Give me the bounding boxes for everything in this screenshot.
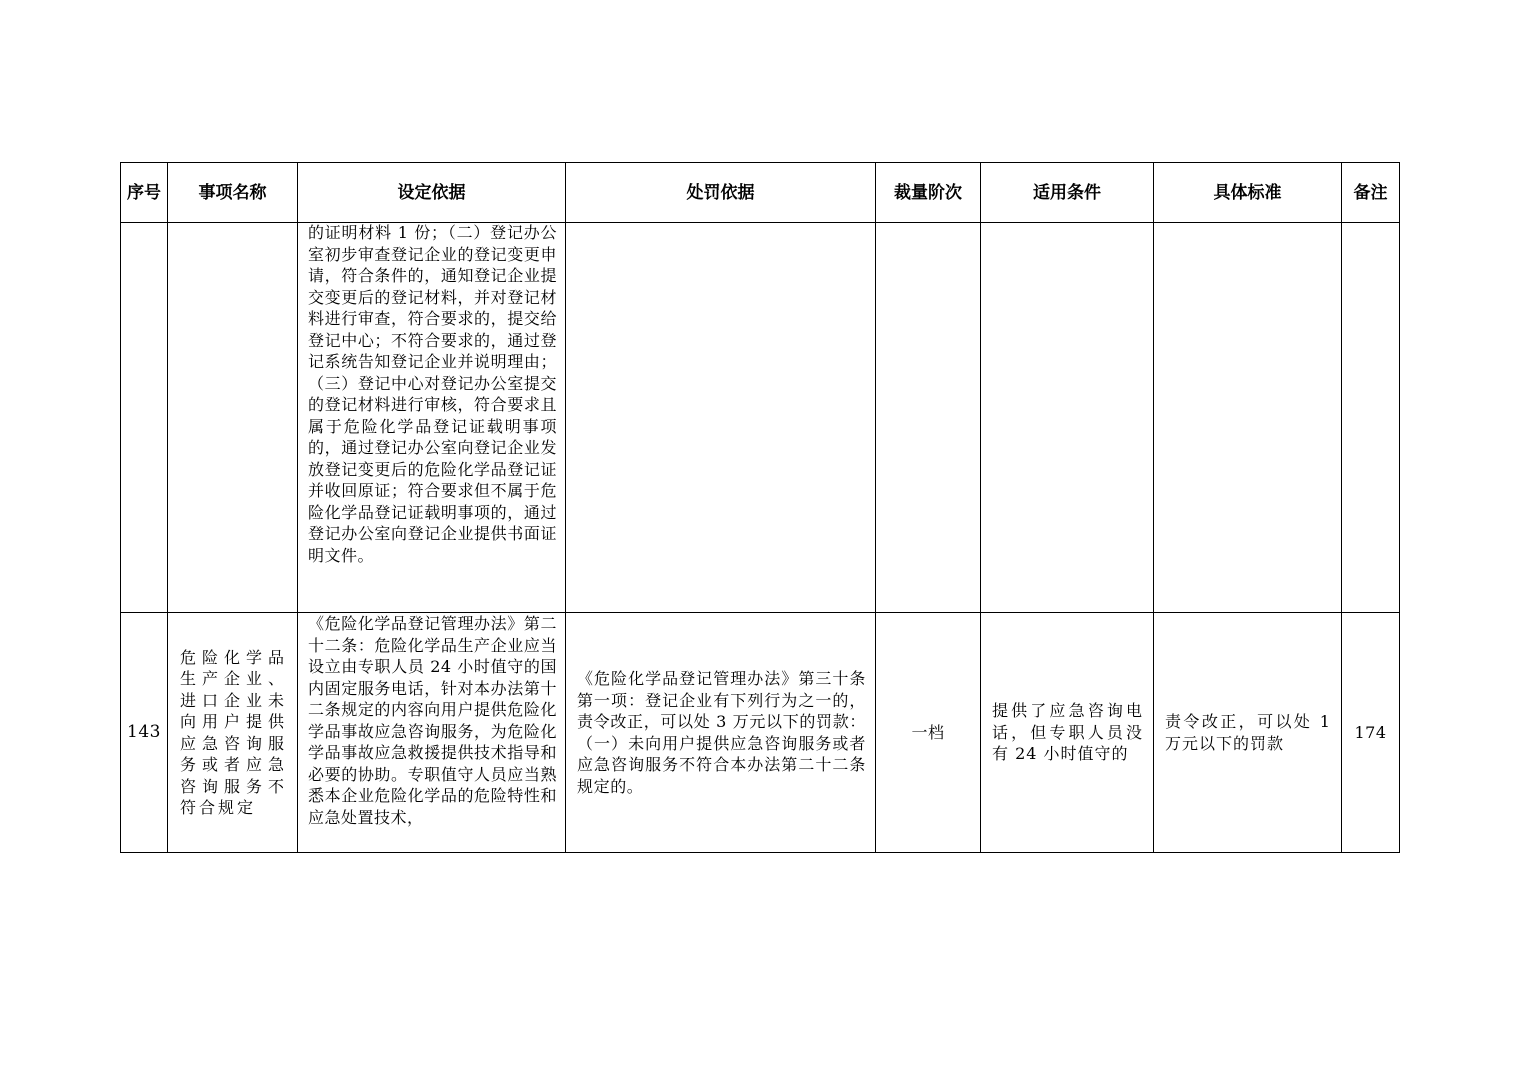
- header-row: [121, 163, 1400, 223]
- table-row: [121, 613, 1400, 853]
- cell-level: 一档: [876, 613, 981, 853]
- cell-penalty: [566, 613, 876, 853]
- cell-seq: 143: [121, 613, 168, 853]
- cell-name: [168, 223, 298, 613]
- header-basis: 设定依据: [298, 163, 566, 223]
- basis-text: 的证明材料 1 份；（二）登记办公室初步审查登记企业的登记变更申请，符合条件的，通知登记企业提交变更后的登记材料，并对登记材料进行审查，符合要求的，提交给登记中心；不符合要求的，通过登记系统告知登记企业并说明理由；（三）登记中心对登记办公室提交的登记材料进行审核，符合要求且属于危险化学品登记证载明事项的，通过登记办公室向登记企业发放登记变更后的危险化学品登记证并收回原证；符合要求但不属于危险化学品登记证载明事项的，通过登记办公室向登记企业提供书面证明文件。: [308, 223, 557, 565]
- condition-text: 提供了应急咨询电话，但专职人员没有 24 小时值守的: [992, 701, 1143, 764]
- header-seq: 序号: [121, 163, 168, 223]
- cell-seq: [121, 223, 168, 613]
- basis-text: 《危险化学品登记管理办法》第二十二条：危险化学品生产企业应当设立由专职人员 24 小时值守的国内固定服务电话，针对本办法第十二条规定的内容向用户提供危险化学品事故应急咨询服务，为危险化学品事故应急救援提供技术指导和必要的协助。专职值守人员应当熟悉本企业危险化学品的危险特性和应急处置技术，: [308, 614, 557, 827]
- cell-name: [168, 613, 298, 853]
- cell-remark: 174: [1342, 613, 1400, 853]
- cell-penalty: [566, 223, 876, 613]
- cell-standard: [1154, 613, 1342, 853]
- header-name: 事项名称: [168, 163, 298, 223]
- cell-remark: [1342, 223, 1400, 613]
- penalty-discretion-table: [120, 162, 1400, 853]
- cell-level: [876, 223, 981, 613]
- cell-basis: [298, 223, 566, 613]
- cell-standard: [1154, 223, 1342, 613]
- cell-condition: [981, 223, 1154, 613]
- table-row: [121, 223, 1400, 613]
- penalty-text: 《危险化学品登记管理办法》第三十条第一项：登记企业有下列行为之一的，责令改正，可以处 3 万元以下的罚款：（一）未向用户提供应急咨询服务或者应急咨询服务不符合本办法第二十二条规定的。: [577, 669, 866, 796]
- standard-text: 责令改正，可以处 1 万元以下的罚款: [1165, 712, 1331, 753]
- header-level: 裁量阶次: [876, 163, 981, 223]
- header-remark: 备注: [1342, 163, 1400, 223]
- header-standard: 具体标准: [1154, 163, 1342, 223]
- header-penalty: 处罚依据: [566, 163, 876, 223]
- item-name-text: 危险化学品生产企业、进口企业未向用户提供应急咨询服务或者应急咨询服务不符合规定: [180, 647, 287, 817]
- header-condition: 适用条件: [981, 163, 1154, 223]
- cell-basis: [298, 613, 566, 853]
- cell-condition: [981, 613, 1154, 853]
